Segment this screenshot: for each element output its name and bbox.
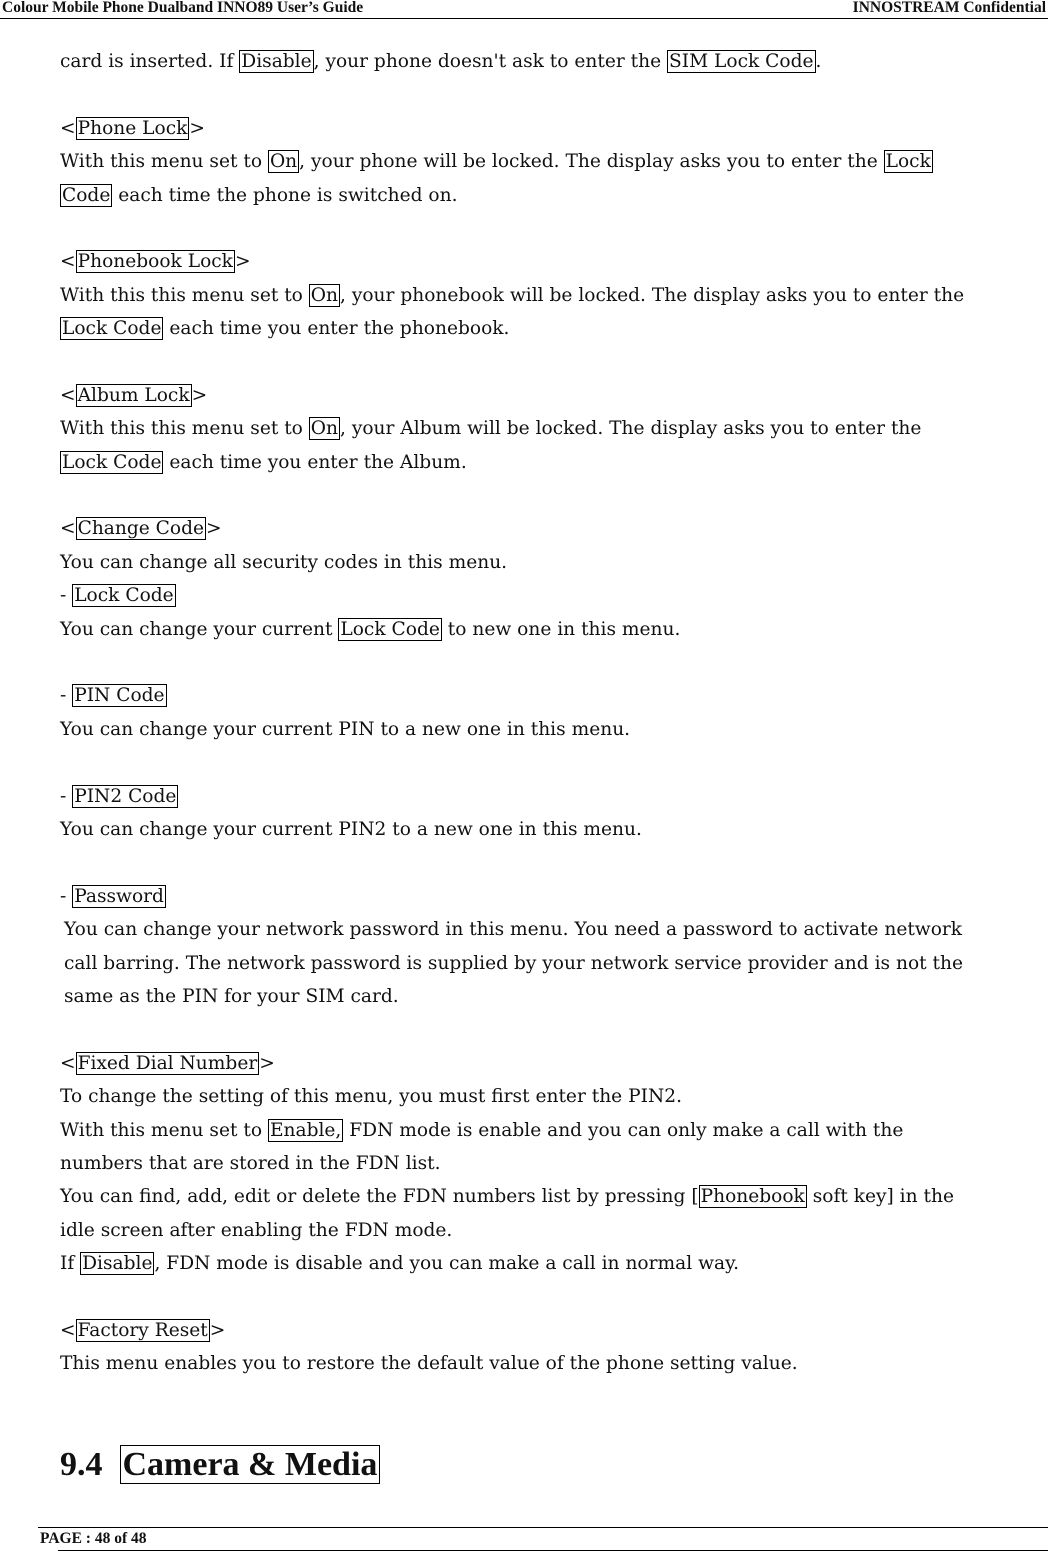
pin2-term: PIN2 — [338, 818, 387, 840]
album-lock-text: With this this menu set to On , your Album will be locked. The display asks you to enter the — [60, 418, 922, 440]
pin2-code-subheading: - PIN2 Code — [60, 785, 177, 807]
section-number: 9.4 — [60, 1446, 103, 1483]
disable-option: Disable — [82, 1253, 153, 1275]
lock-code-term: Lock Code — [62, 318, 162, 340]
page-footer — [38, 1527, 1048, 1551]
disable-option: Disable — [241, 51, 312, 72]
change-code-intro: You can change all security codes in this menu. — [60, 551, 508, 573]
phone-lock-heading: < Phone Lock > — [60, 117, 205, 139]
album-lock-title: Album Lock — [77, 384, 190, 406]
fixed-dial-text-3: numbers that are stored in the FDN list. — [60, 1152, 441, 1174]
document-body — [60, 45, 1030, 1381]
code-term: Code — [62, 184, 111, 206]
fixed-dial-heading: < Fixed Dial Number > — [60, 1052, 275, 1074]
pin2-term: PIN2 — [628, 1086, 677, 1108]
phonebook-lock-title: Phonebook Lock — [77, 251, 233, 273]
factory-reset-text: This menu enables you to restore the default value of the phone setting value. — [60, 1353, 798, 1375]
enable-option: Enable, — [269, 1119, 342, 1141]
password-text-2: call barring. The network password is supplied by your network service provider and is not the — [64, 952, 963, 974]
fixed-dial-title: Fixed Dial Number — [77, 1052, 258, 1074]
phonebook-term: Phonebook — [700, 1186, 805, 1208]
sim-lock-code-term: SIM Lock Code — [669, 51, 814, 72]
lock-code-term: Lock Code — [340, 618, 440, 640]
on-option: On — [310, 284, 339, 306]
sim-lock-paragraph: card is inserted. If Disable , your phone doesn't ask to enter the SIM Lock Code . — [60, 51, 822, 72]
fixed-dial-text-2: With this menu set to Enable, FDN mode is enable and you can only make a call with the — [60, 1119, 904, 1141]
phonebook-lock-text-2: Lock Code each time you enter the phonebook. — [62, 318, 510, 340]
change-code-title: Change Code — [77, 518, 205, 540]
section-heading — [60, 1442, 380, 1488]
password-text-1: You can change your network password in this menu. You need a password to activate network — [64, 919, 963, 941]
fixed-dial-text-1: To change the setting of this menu, you must first enter the PIN2. — [60, 1086, 682, 1108]
lock-code-text: You can change your current Lock Code to new one in this menu. — [60, 618, 681, 640]
phone-lock-text-2: Code each time the phone is switched on. — [62, 184, 458, 206]
pin-code-subheading: - PIN Code — [60, 685, 165, 707]
header-guide-title: Colour Mobile Phone Dualband INNO89 User’s Guide — [2, 0, 364, 16]
album-lock-text-2: Lock Code each time you enter the Album. — [62, 451, 467, 473]
password-text-3: same as the PIN for your SIM card. — [64, 985, 399, 1007]
lock-code-term: Lock Code — [62, 451, 162, 473]
pin-term: PIN — [338, 718, 375, 740]
factory-reset-title: Factory Reset — [77, 1319, 208, 1341]
pin2-code-subtitle: PIN2 Code — [74, 785, 177, 807]
lock-term: Lock — [885, 151, 931, 173]
phone-lock-title: Phone Lock — [77, 117, 188, 139]
page-header — [0, 0, 1048, 19]
fixed-dial-text-6: If Disable , FDN mode is disable and you can make a call in normal way. — [60, 1253, 740, 1275]
factory-reset-heading: < Factory Reset > — [60, 1319, 226, 1341]
phonebook-lock-text: With this this menu set to On , your phonebook will be locked. The display asks you to enter the — [60, 284, 965, 306]
on-option: On — [310, 418, 339, 440]
page-number: PAGE : 48 of 48 — [40, 1530, 147, 1547]
on-option: On — [269, 151, 298, 173]
password-subheading: - Password — [60, 885, 164, 907]
pin-term: PIN — [182, 985, 219, 1007]
lock-code-subtitle: Lock Code — [74, 585, 174, 607]
header-confidential: INNOSTREAM Confidential — [852, 0, 1046, 16]
pin-code-text: You can change your current PIN to a new one in this menu. — [60, 718, 631, 740]
change-code-heading: < Change Code > — [60, 518, 222, 540]
fixed-dial-text-5: idle screen after enabling the FDN mode. — [60, 1219, 453, 1241]
lock-code-subheading: - Lock Code — [60, 585, 174, 607]
phonebook-lock-heading: < Phonebook Lock > — [60, 251, 251, 273]
fixed-dial-text-4: You can find, add, edit or delete the FDN numbers list by pressing [ Phonebook soft key] in the — [60, 1186, 954, 1208]
pin-code-subtitle: PIN Code — [74, 685, 165, 707]
section-title: Camera & Media — [120, 1445, 381, 1484]
phone-lock-text: With this menu set to On , your phone will be locked. The display asks you to enter the Lock — [60, 151, 931, 173]
album-lock-heading: < Album Lock > — [60, 384, 208, 406]
pin2-code-text: You can change your current PIN2 to a new one in this menu. — [60, 818, 642, 840]
password-subtitle: Password — [74, 885, 164, 907]
